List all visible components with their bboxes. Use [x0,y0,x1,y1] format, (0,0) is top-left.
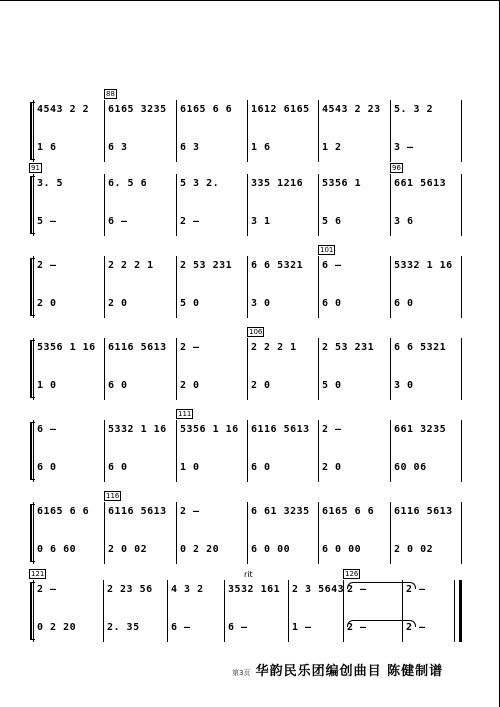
system-5 [33,410,461,482]
lower-part-measure: 2 0 [108,298,128,309]
upper-part-measure: 6116 5613 [394,506,453,517]
lower-part-measure: 3 – [394,142,414,153]
upper-part-measure: 4543 2 2 [37,104,90,115]
barline [176,502,177,564]
barline [247,174,248,236]
measure-number: 126 [345,570,359,578]
lower-part-measure: 3 1 [251,216,271,227]
page-border-top [0,0,500,1]
barline [104,256,105,318]
page-number: 第3页 [232,669,251,677]
measure-number: 88 [106,90,115,98]
lower-part-measure: 0 2 20 [180,544,220,555]
lower-part-measure: 0 2 20 [37,622,77,633]
upper-part-measure: 5332 1 16 [108,424,167,435]
lower-part-measure: 6 0 [37,462,57,473]
upper-part-measure: 6116 5613 [108,506,167,517]
upper-part-measure: 2 53 231 [180,260,233,271]
barline [247,256,248,318]
footer-title: 华韵民乐团编创曲目 陈健制谱 [255,664,444,679]
upper-part-measure: 6 6 5321 [251,260,304,271]
lower-part-measure: 2 – [406,622,426,633]
barline [104,174,105,236]
barline [247,100,248,162]
upper-part-measure: 2 – [37,584,57,595]
measure-number: 121 [31,570,45,578]
lower-part-measure: 6 – [108,216,128,227]
upper-part-measure: 6116 5613 [108,342,167,353]
barline [454,580,455,642]
lower-part-measure: 2 0 02 [108,544,148,555]
barline [103,580,104,642]
barline [318,420,319,482]
measure-number: 116 [106,492,120,500]
upper-part-measure: 661 3235 [394,424,447,435]
upper-part-measure: 6. 5 6 [108,178,148,189]
barline [176,256,177,318]
lower-part-measure: 6 0 [108,380,128,391]
barline [390,338,391,400]
lower-part-measure: 2 0 [251,380,271,391]
barline [33,420,34,482]
barline [461,174,462,236]
lower-part-measure: 6 – [228,622,248,633]
lower-part-measure: 2 – [180,216,200,227]
barline [318,100,319,162]
barline [176,174,177,236]
measure-number: 101 [320,246,334,254]
upper-part-measure: 2 23 56 [107,584,153,595]
barline [390,502,391,564]
lower-part-measure: 1 0 [180,462,200,473]
barline [247,502,248,564]
upper-part-measure: 5356 1 [322,178,362,189]
barline [288,580,289,642]
barline [224,580,225,642]
lower-part-measure: 6 0 [251,462,271,473]
barline [390,256,391,318]
footer [232,660,443,679]
upper-part-measure: 6165 3235 [108,104,167,115]
barline [390,100,391,162]
lower-part-measure: 3 0 [394,380,414,391]
barline [33,174,34,236]
barline [167,580,168,642]
barline [176,338,177,400]
lower-part-measure: 5 – [37,216,57,227]
upper-part-measure: 2 – [180,342,200,353]
upper-part-measure: 6 – [322,260,342,271]
tie [347,620,416,627]
system-2 [31,164,461,236]
lower-part-measure: 3 0 [251,298,271,309]
lower-part-measure: 6 3 [180,142,200,153]
upper-part-measure: 335 1216 [251,178,304,189]
barline [318,174,319,236]
barline [33,338,34,400]
tempo-mark: rit [244,570,253,579]
barline [104,100,105,162]
barline [390,174,391,236]
lower-part-measure: 6 0 [394,298,414,309]
lower-part-measure: 6 0 [108,462,128,473]
upper-part-measure: 5. 3 2 [394,104,434,115]
barline [33,580,34,642]
upper-part-measure: 2 2 2 1 [251,342,297,353]
upper-part-measure: 4543 2 23 [322,104,381,115]
barline [176,100,177,162]
lower-part-measure: 6 0 00 [322,544,362,555]
barline [104,502,105,564]
lower-part-measure: 2 – [347,622,367,633]
lower-part-measure: 3 6 [394,216,414,227]
system-3 [33,246,461,318]
barline [247,420,248,482]
upper-part-measure: 2 – [180,506,200,517]
lower-part-measure: 6 0 00 [251,544,291,555]
upper-part-measure: 6 61 3235 [251,506,310,517]
upper-part-measure: 5356 1 16 [180,424,239,435]
lower-part-measure: 1 6 [37,142,57,153]
upper-part-measure: 3. 5 [37,178,64,189]
lower-part-measure: 1 2 [322,142,342,153]
lower-part-measure: 2 0 02 [394,544,434,555]
lower-part-measure: 0 6 60 [37,544,77,555]
measure-number: 111 [178,410,192,418]
system-7 [31,570,461,642]
upper-part-measure: 6 6 5321 [394,342,447,353]
upper-part-measure: 2 – [406,584,426,595]
upper-part-measure: 5356 1 16 [37,342,96,353]
measure-number: 91 [31,164,40,172]
upper-part-measure: 6165 6 6 [180,104,233,115]
upper-part-measure: 5 3 2. [180,178,220,189]
barline [318,502,319,564]
lower-part-measure: 1 0 [37,380,57,391]
barline [247,338,248,400]
measure-number: 96 [392,164,401,172]
upper-part-measure: 4 3 2 [171,584,204,595]
barline [390,420,391,482]
barline [318,338,319,400]
lower-part-measure: 2 0 [322,462,342,473]
tie [347,582,416,589]
barline [104,420,105,482]
lower-part-measure: 2. 35 [107,622,140,633]
barline [318,256,319,318]
lower-part-measure: 1 6 [251,142,271,153]
upper-part-measure: 2 – [37,260,57,271]
upper-part-measure: 2 – [347,584,367,595]
upper-part-measure: 6116 5613 [251,424,310,435]
lower-part-measure: 5 0 [322,380,342,391]
barline [104,338,105,400]
upper-part-measure: 6165 6 6 [322,506,375,517]
lower-part-measure: 6 3 [108,142,128,153]
upper-part-measure: 2 53 231 [322,342,375,353]
barline [33,502,34,564]
barline [176,420,177,482]
lower-part-measure: 6 – [171,622,191,633]
barline [461,256,462,318]
barline [33,100,34,162]
barline [461,420,462,482]
barline [461,100,462,162]
lower-part-measure: 6 0 [322,298,342,309]
upper-part-measure: 1612 6165 [251,104,310,115]
system-1 [33,90,461,162]
lower-part-measure: 2 0 [37,298,57,309]
system-6 [33,492,461,564]
lower-part-measure: 5 6 [322,216,342,227]
lower-part-measure: 1 – [292,622,312,633]
system-4 [33,328,461,400]
barline [33,256,34,318]
upper-part-measure: 6165 6 6 [37,506,90,517]
upper-part-measure: 661 5613 [394,178,447,189]
barline [402,580,403,642]
upper-part-measure: 2 3 5643 [292,584,345,595]
upper-part-measure: 2 2 2 1 [108,260,154,271]
lower-part-measure: 60 06 [394,462,427,473]
barline [461,502,462,564]
lower-part-measure: 2 0 [180,380,200,391]
upper-part-measure: 6 – [37,424,57,435]
lower-part-measure: 5 0 [180,298,200,309]
upper-part-measure: 2 – [322,424,342,435]
upper-part-measure: 3532 161 [228,584,281,595]
measure-number: 106 [249,328,263,336]
upper-part-measure: 5332 1 16 [394,260,453,271]
barline [461,338,462,400]
final-barline [459,580,462,642]
